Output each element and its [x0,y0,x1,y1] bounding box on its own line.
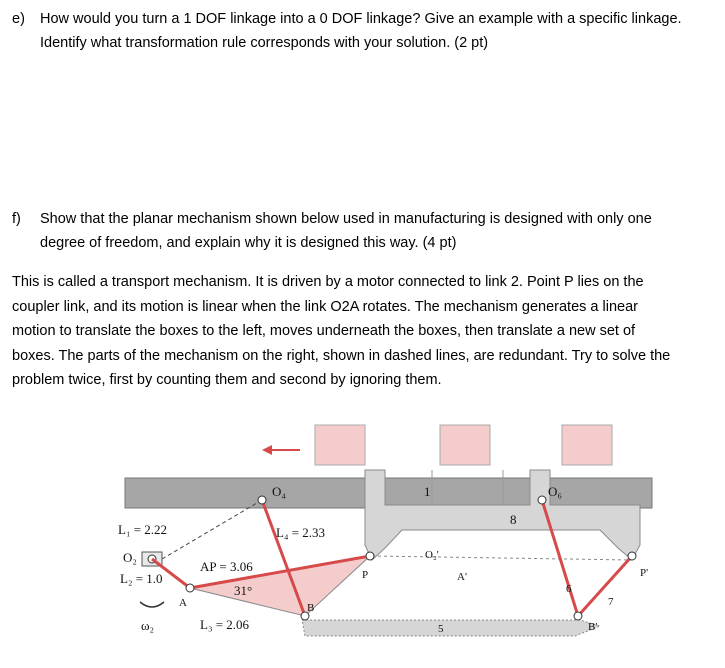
motion-arrow-icon [262,445,300,455]
paragraph-line-2: coupler link, and its motion is linear when the link O2A rotates. The mechanism generates a linear [12,298,638,315]
box-3 [562,425,612,465]
label-p-prime: P' [640,567,649,579]
pivot-bprime-icon [574,612,582,620]
paragraph-line-5: problem twice, first by counting them and second by ignoring them. [12,372,442,388]
pivot-pprime-icon [628,552,636,560]
question-e-label: e) [12,11,25,27]
label-angle: 31° [234,583,253,598]
redundant-line [372,556,632,560]
label-b-prime: B' [588,621,598,633]
label-link-5: 5 [438,623,444,635]
label-l3: L₃ = 2.06 [200,617,250,632]
label-l1: L₁ = 2.22 [118,522,168,537]
box-1 [315,425,365,465]
question-e-line-2: Identify what transformation rule corresponds with your solution. (2 pt) [40,35,489,51]
link-7 [578,556,632,616]
label-link-1: 1 [424,484,431,499]
question-f-label: f) [12,211,21,227]
label-link-6: 6 [566,583,572,595]
pivot-o6-icon [538,496,546,504]
paragraph-line-1: This is called a transport mechanism. It is driven by a motor connected to link 2. Point P lies on the [12,274,644,290]
label-ap: AP = 3.06 [200,559,253,574]
pivot-o4-icon [258,496,266,504]
paragraph-line-4: boxes. The parts of the mechanism on the right, shown in dashed lines, are redundant. Try to solve the [12,347,671,364]
l1-reference-line [162,500,262,559]
label-omega: ω₂ [141,618,155,633]
label-a-prime: A' [457,571,467,583]
label-o2-prime: O₂' [425,549,439,561]
label-o2: O₂ [123,550,137,565]
label-l4: L₄ = 2.33 [276,525,326,540]
question-f-line-1: Show that the planar mechanism shown below used in manufacturing is designed with only one [40,211,652,227]
label-o6: O₆ [548,484,562,499]
label-o4: O₄ [272,484,286,499]
ground-bed [125,478,652,508]
paragraph-line-3: motion to translate the boxes to the left, moves underneath the boxes, then translate a new set of [12,323,636,339]
label-l2: L₂ = 1.0 [120,571,163,586]
question-f-line-2: degree of freedom, and explain why it is designed this way. (4 pt) [40,235,457,251]
omega-arc-icon [140,602,164,607]
pivot-a-icon [186,584,194,592]
question-e-line-1: How would you turn a 1 DOF linkage into a 0 DOF linkage? Give an example with a specific linkage. [40,11,682,27]
link-5-base [302,620,600,636]
label-a: A [179,597,187,609]
label-b: B [307,602,315,614]
box-2 [440,425,490,465]
label-link-8: 8 [510,512,517,527]
label-link-7: 7 [608,596,614,608]
label-p: P [362,569,369,581]
pivot-p-icon [366,552,374,560]
